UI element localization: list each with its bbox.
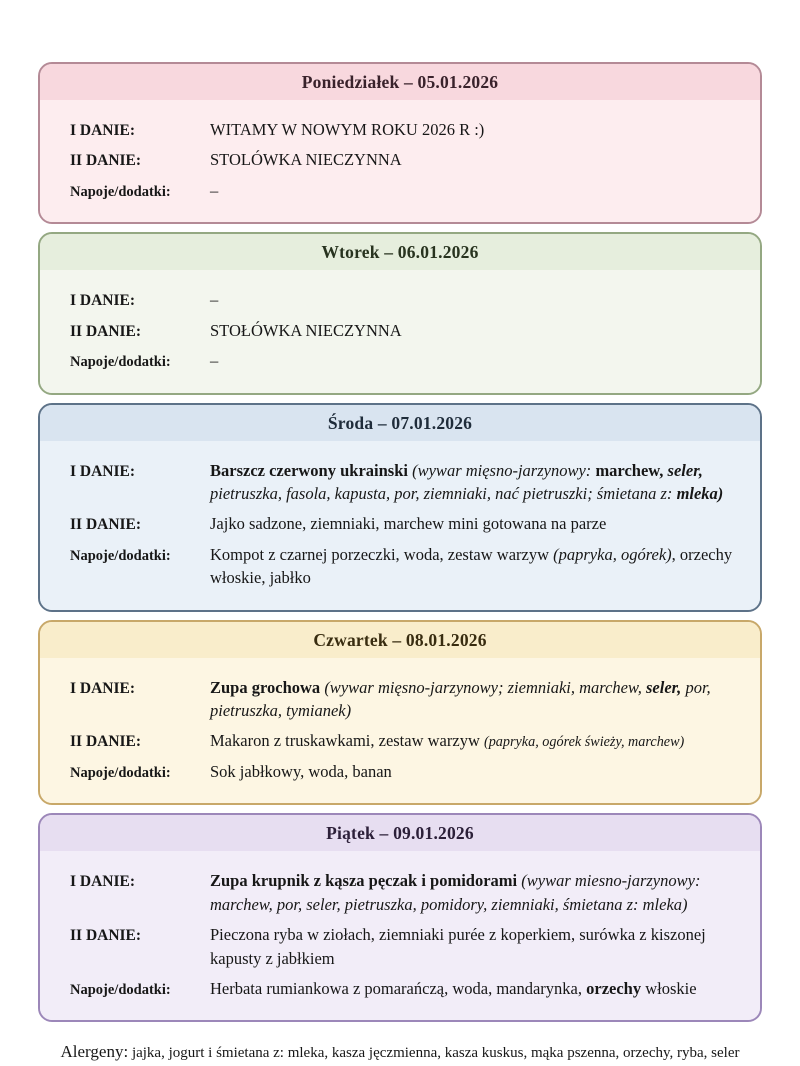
first-course-label: I DANIE:: [70, 679, 136, 697]
day-header: [40, 622, 760, 658]
second-course-label: II DANIE:: [70, 152, 142, 170]
first-course-value: –: [210, 290, 219, 310]
day-card-poniedzialek: [38, 62, 762, 224]
drinks-value: Herbata rumiankowa z pomarańczą, woda, mandarynka, orzechy włoskie: [210, 979, 697, 999]
day-body: [40, 441, 760, 610]
drinks-value: –: [210, 351, 219, 371]
second-course-value: Jajko sadzone, ziemniaki, marchew mini gotowana na parze: [210, 514, 607, 534]
day-title: Wtorek – 06.01.2026: [321, 242, 479, 263]
day-title: Środa – 07.01.2026: [327, 412, 473, 433]
day-body: [40, 100, 760, 222]
day-card-czwartek: [38, 620, 762, 806]
second-course-row: [70, 148, 740, 171]
drinks-value: –: [210, 180, 219, 200]
day-title: Piątek – 09.01.2026: [326, 823, 474, 844]
allergens-line: [38, 1042, 762, 1062]
drinks-label: Napoje/dodatki:: [70, 547, 171, 564]
drinks-label: Napoje/dodatki:: [70, 982, 171, 999]
second-course-value: Makaron z truskawkami, zestaw warzyw (papryka, ogórek świeży, marchew): [210, 731, 685, 751]
first-course-row: [70, 676, 740, 723]
drinks-label: Napoje/dodatki:: [70, 354, 171, 371]
second-course-row: [70, 923, 740, 970]
first-course-label: I DANIE:: [70, 462, 136, 480]
first-course-value: Barszcz czerwony ukrainski (wywar mięsno-jarzynowy: marchew, seler, pietruszka, fasola, kapusta, por, ziemniaki, nać pietruszki; śmietana z: mleka): [210, 460, 724, 503]
second-course-value: Pieczona ryba w ziołach, ziemniaki purée z koperkiem, surówka z kiszonej kapusty z jabłkiem: [210, 925, 706, 968]
day-body: [40, 851, 760, 1020]
drinks-row: [70, 543, 740, 590]
drinks-row: [70, 760, 740, 783]
drinks-label: Napoje/dodatki:: [70, 183, 171, 200]
drinks-row: [70, 977, 740, 1000]
second-course-value: STOŁÓWKA NIECZYNNA: [210, 320, 402, 340]
first-course-row: [70, 288, 740, 311]
day-body: [40, 658, 760, 804]
drinks-row: [70, 179, 740, 202]
drinks-label: Napoje/dodatki:: [70, 764, 171, 781]
day-body: [40, 270, 760, 392]
day-header: [40, 64, 760, 100]
second-course-label: II DANIE:: [70, 733, 142, 751]
second-course-label: II DANIE:: [70, 927, 142, 945]
second-course-row: [70, 319, 740, 342]
drinks-row: [70, 349, 740, 372]
second-course-row: [70, 512, 740, 535]
second-course-label: II DANIE:: [70, 516, 142, 534]
day-header: [40, 234, 760, 270]
first-course-label: I DANIE:: [70, 292, 136, 310]
second-course-row: [70, 729, 740, 752]
first-course-label: I DANIE:: [70, 122, 136, 139]
day-card-wtorek: [38, 232, 762, 394]
second-course-label: II DANIE:: [70, 322, 142, 340]
day-header: [40, 405, 760, 441]
second-course-value: STOLÓWKA NIECZYNNA: [210, 150, 402, 170]
day-card-sroda: [38, 403, 762, 612]
first-course-row: [70, 869, 740, 916]
first-course-label: I DANIE:: [70, 873, 136, 891]
drinks-value: Sok jabłkowy, woda, banan: [210, 761, 392, 781]
drinks-value: Kompot z czarnej porzeczki, woda, zestaw warzyw (papryka, ogórek), orzechy włoskie, jabłko: [210, 544, 733, 588]
day-title: Czwartek – 08.01.2026: [313, 629, 487, 650]
first-course-value: Zupa grochowa (wywar mięsno-jarzynowy; ziemniaki, marchew, seler, por, pietruszka, tymianek): [210, 677, 711, 721]
first-course-row: [70, 118, 740, 141]
allergens-list: jajka, jogurt i śmietana z: mleka, kasza jęczmienna, kasza kuskus, mąka pszenna, orzechy, ryba, seler: [128, 1045, 740, 1062]
day-header: [40, 815, 760, 851]
first-course-value: WITAMY W NOWYM ROKU 2026 R :): [210, 120, 485, 139]
first-course-value: Zupa krupnik z kąsza pęczak i pomidorami (wywar miesno-jarzynowy: marchew, por, seler, pietruszka, pomidory, ziemniaki, śmietana z: mleka): [210, 871, 701, 914]
first-course-row: [70, 459, 740, 506]
day-title: Poniedziałek – 05.01.2026: [301, 72, 499, 92]
allergens-prefix: Alergeny:: [60, 1042, 129, 1062]
day-card-piatek: [38, 813, 762, 1022]
